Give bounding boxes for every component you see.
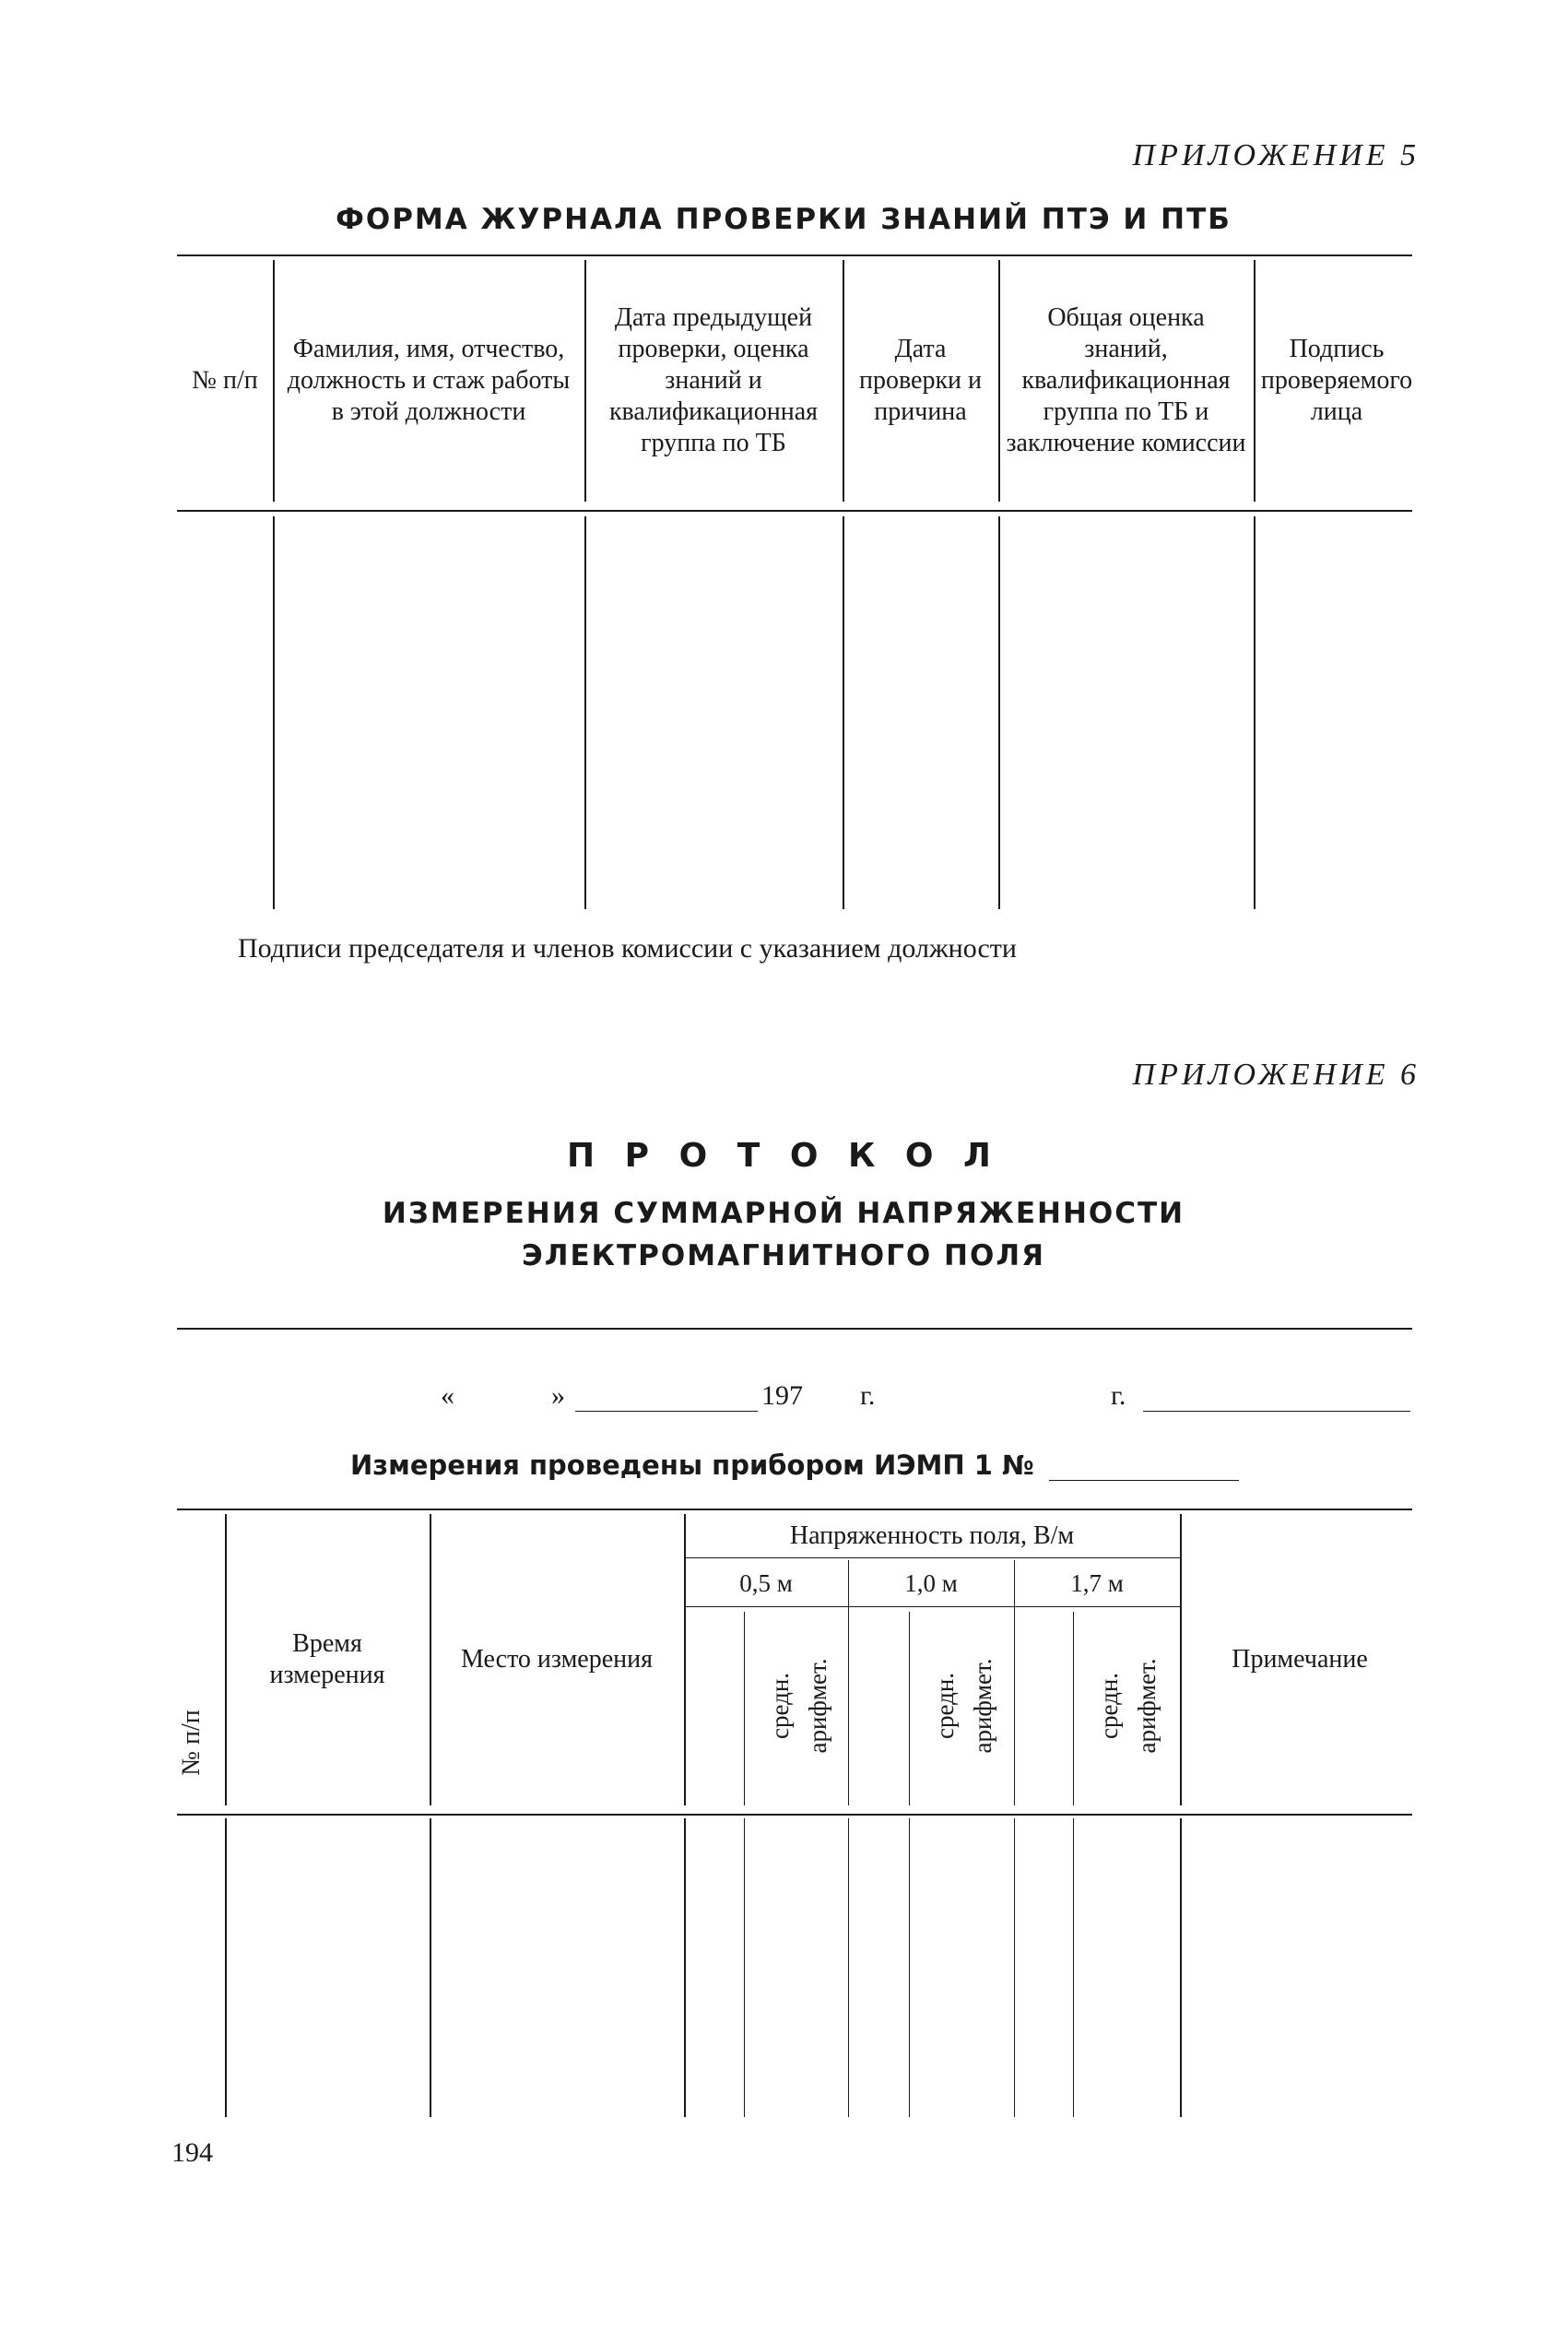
- city-suffix: г.: [1111, 1380, 1126, 1411]
- instrument-number-blank: [1049, 1480, 1239, 1481]
- col-check-date-header: Дата проверки и причина: [858, 335, 983, 426]
- col-field-strength-header: Напряженность поля, В/м: [789, 1521, 1075, 1550]
- date-open-quote: «: [441, 1380, 454, 1411]
- col-time-header: Время измерения: [269, 1629, 385, 1689]
- appendix-5-label: ПРИЛОЖЕНИЕ 5: [1132, 138, 1420, 172]
- avg-label-1-b: средн.: [931, 1672, 959, 1740]
- commission-signatures-note: Подписи председателя и членов комиссии с указанием должности: [238, 933, 1017, 964]
- protocol-subtitle-line2: ЭЛЕКТРОМАГНИТНОГО ПОЛЯ: [522, 1239, 1045, 1272]
- page-number: 194: [171, 2137, 213, 2168]
- date-year: 197: [761, 1380, 803, 1411]
- height-0-5-header: 0,5 м: [739, 1569, 793, 1597]
- date-year-suffix: г.: [860, 1380, 876, 1411]
- col-name-header: Фамилия, имя, отчество, должность и стаж работы в этой должности: [287, 335, 571, 426]
- avg-label-2-b: арифмет.: [969, 1658, 996, 1754]
- organization-blank-line: [177, 1328, 1412, 1330]
- protocol-title: П Р О Т О К О Л: [567, 1137, 1000, 1175]
- height-1-0-header: 1,0 м: [904, 1569, 958, 1597]
- protocol-subtitle-line1: ИЗМЕРЕНИЯ СУММАРНОЙ НАПРЯЖЕННОСТИ: [382, 1197, 1185, 1230]
- appendix-5-title: ФОРМА ЖУРНАЛА ПРОВЕРКИ ЗНАНИЙ ПТЭ И ПТБ: [336, 203, 1232, 236]
- col-previous-check-header: Дата предыдущей проверки, оценка знаний и квалификационная группа по ТБ: [608, 303, 819, 457]
- col-place-header: Место измерения: [460, 1645, 654, 1674]
- col-number-header: № п/п: [192, 366, 258, 395]
- date-month-blank: [575, 1411, 758, 1412]
- col-number-header: № п/п: [177, 1710, 206, 1776]
- avg-label-2-c: арифмет.: [1133, 1658, 1161, 1754]
- date-close-quote: »: [551, 1380, 565, 1411]
- avg-label-2-a: арифмет.: [804, 1658, 831, 1754]
- height-1-7-header: 1,7 м: [1070, 1569, 1124, 1597]
- avg-label-1-a: средн.: [766, 1672, 794, 1740]
- instrument-line: Измерения проведены прибором ИЭМП 1 №: [350, 1449, 1034, 1481]
- city-blank: [1143, 1411, 1410, 1412]
- appendix-6-label: ПРИЛОЖЕНИЕ 6: [1132, 1058, 1420, 1092]
- col-note-header: Примечание: [1232, 1645, 1368, 1674]
- col-signature-header: Подпись проверяемого лица: [1260, 335, 1413, 426]
- avg-label-1-c: средн.: [1095, 1672, 1123, 1740]
- col-assessment-header: Общая оценка знаний, квалификационная группа по ТБ и заключение комиссии: [1006, 303, 1246, 457]
